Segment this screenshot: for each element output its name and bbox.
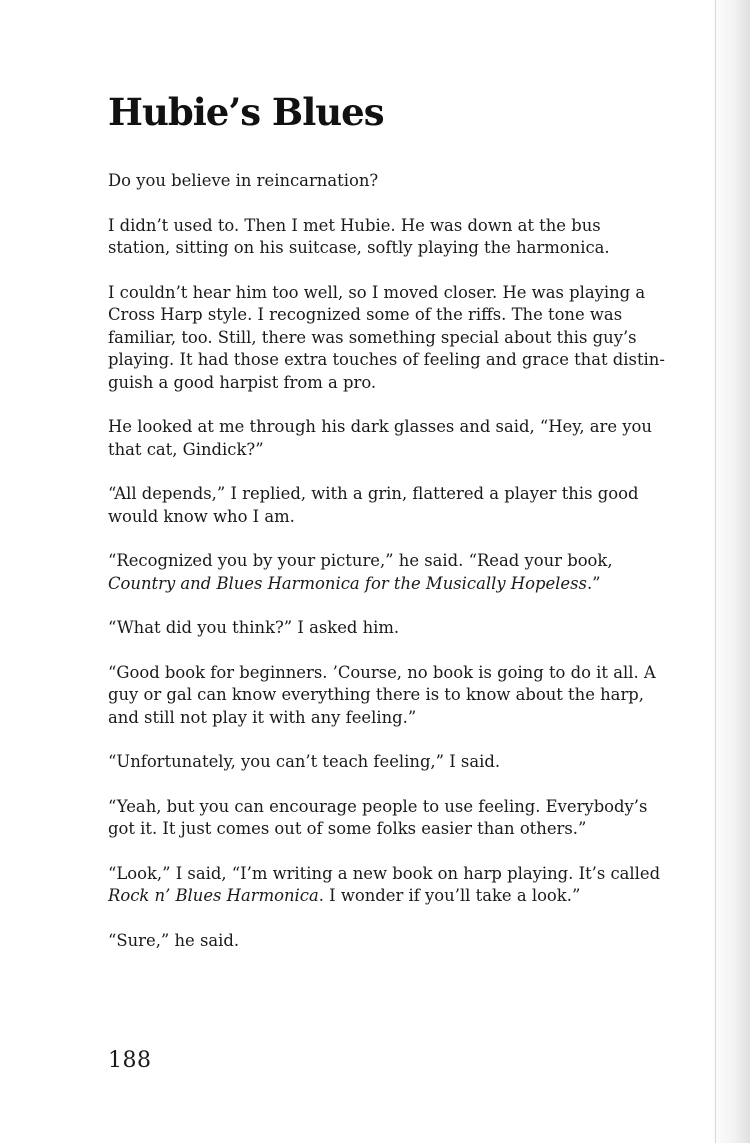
page-number: 188: [108, 1048, 152, 1073]
paragraph: Do you believe in reincarnation?: [108, 171, 379, 190]
paragraph: I couldn’t hear him too well, so I moved closer. He was playing a Cross Harp style. I recognized some of the riffs. The tone was familiar, too. Still, there was something special about this guy’s playing. It had those extra touches of feeling and grace that distinguish a good harpist from a pro.: [108, 282, 665, 392]
page-edge-line: [715, 0, 716, 1143]
paragraph-text: . I wonder if you’ll take a look.”: [318, 886, 581, 905]
paragraph: He looked at me through his dark glasses and said, “Hey, are you that cat, Gindick?”: [108, 417, 652, 459]
paragraph: “Yeah, but you can encourage people to use feeling. Everybody’s got it. It just comes out of some folks easier than others.”: [108, 796, 648, 838]
paragraph: “All depends,” I replied, with a grin, flattered a player this good would know who I am.: [108, 484, 639, 526]
paragraph: “What did you think?” I asked him.: [108, 618, 400, 637]
page-edge-shadow: [710, 0, 750, 1143]
chapter-title: Hubie’s Blues: [108, 90, 384, 134]
paragraph: [108, 863, 668, 908]
book-title-italic: Country and Blues Harmonica for the Musically Hopeless: [108, 573, 587, 593]
paragraph-text: “Look,” I said, “I’m writing a new book on harp playing. It’s called: [108, 863, 661, 883]
paragraph: “Sure,” he said.: [108, 930, 240, 950]
paragraph-text: “Recognized you by your picture,” he said. “Read your book,: [108, 551, 613, 570]
paragraph: I didn’t used to. Then I met Hubie. He was down at the bus station, sitting on his suitcase, softly playing the harmonica.: [108, 215, 610, 257]
chapter-body: [108, 170, 668, 974]
paragraph: [108, 550, 668, 595]
paragraph-text: .”: [586, 573, 601, 593]
paragraph: “Good book for beginners. ’Course, no book is going to do it all. A guy or gal can know everything there is to know about the harp, and still not play it with any feeling.”: [108, 662, 656, 727]
paragraph: “Unfortunately, you can’t teach feeling,” I said.: [108, 752, 501, 771]
book-title-italic: Rock n’ Blues Harmonica: [108, 886, 319, 905]
